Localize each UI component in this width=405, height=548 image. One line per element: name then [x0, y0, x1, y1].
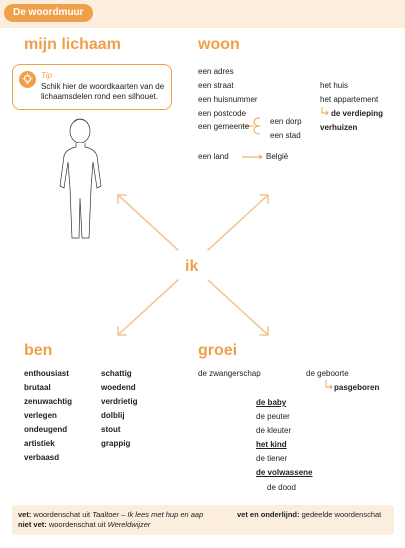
woon-word: een straat	[198, 81, 234, 90]
arrow-to-groei	[208, 280, 268, 335]
body-silhouette-icon	[60, 119, 101, 238]
ben-word: verdrietig	[101, 397, 138, 406]
groei-word: de geboorte	[306, 369, 349, 378]
ben-word: dolblij	[101, 411, 125, 420]
ben-word: stout	[101, 425, 121, 434]
ben-word: brutaal	[24, 383, 51, 392]
ben-word: ondeugend	[24, 425, 68, 434]
arrow-to-woon	[208, 195, 268, 250]
groei-word: de zwangerschap	[198, 369, 261, 378]
woon-word: het huis	[320, 81, 349, 90]
lichaam-title: mijn lichaam	[24, 36, 121, 53]
ben-word: enthousiast	[24, 369, 69, 378]
woon-word: een adres	[198, 67, 234, 76]
groei-word: de peuter	[256, 412, 290, 421]
woon-word: een huisnummer	[198, 95, 258, 104]
ben-word: verlegen	[24, 411, 57, 420]
gemeente-brace	[254, 118, 260, 134]
woon-word: verhuizen	[320, 123, 358, 132]
ben-word: woedend	[101, 383, 136, 392]
section-tab: De woordmuur	[4, 4, 93, 22]
legend-line-nietvet: niet vet: woordenschat uit Wereldwijzer	[18, 520, 151, 529]
ben-title: ben	[24, 342, 53, 359]
legend-line-vet: vet: woordenschat uit Taaltoer – Ik lees met hup en aap	[18, 510, 204, 519]
center-ik: ik	[185, 258, 199, 275]
ben-word: grappig	[101, 439, 131, 448]
woon-word: de verdieping	[331, 109, 384, 118]
lightbulb-icon	[19, 71, 36, 88]
groei-word: het kind	[256, 440, 287, 449]
groei-word: de baby	[256, 398, 287, 407]
ben-word: artistiek	[24, 439, 55, 448]
legend-line-vetund: vet en onderlijnd: gedeelde woordenschat	[237, 510, 382, 519]
woon-word: een stad	[270, 131, 301, 140]
woon-word: een dorp	[270, 117, 302, 126]
woon-word: een land	[198, 152, 229, 161]
ben-word: schattig	[101, 369, 132, 378]
ben-word: verbaasd	[24, 453, 60, 462]
woon-word: een postcode	[198, 109, 247, 118]
woon-title: woon	[198, 36, 240, 53]
legend-footer	[12, 505, 394, 535]
groei-word: de kleuter	[256, 426, 292, 435]
woon-word: het appartement	[320, 95, 379, 104]
tip-label: Tip	[41, 71, 53, 80]
groei-word: de tiener	[256, 454, 288, 463]
arrow-to-ben	[118, 280, 178, 335]
ben-word: zenuwachtig	[24, 397, 73, 406]
groei-word: de dood	[267, 483, 296, 492]
groei-word: pasgeboren	[334, 383, 380, 392]
tip-text: Schik hier de woordkaarten van de lichaamsdelen rond een silhouet.	[41, 82, 165, 101]
groei-word: de volwassene	[256, 468, 313, 477]
groei-title: groei	[198, 342, 238, 359]
woon-word: België	[266, 152, 289, 161]
arrow-to-lichaam	[118, 195, 178, 250]
woon-word: een gemeente	[198, 122, 250, 131]
tip-box	[12, 64, 172, 110]
